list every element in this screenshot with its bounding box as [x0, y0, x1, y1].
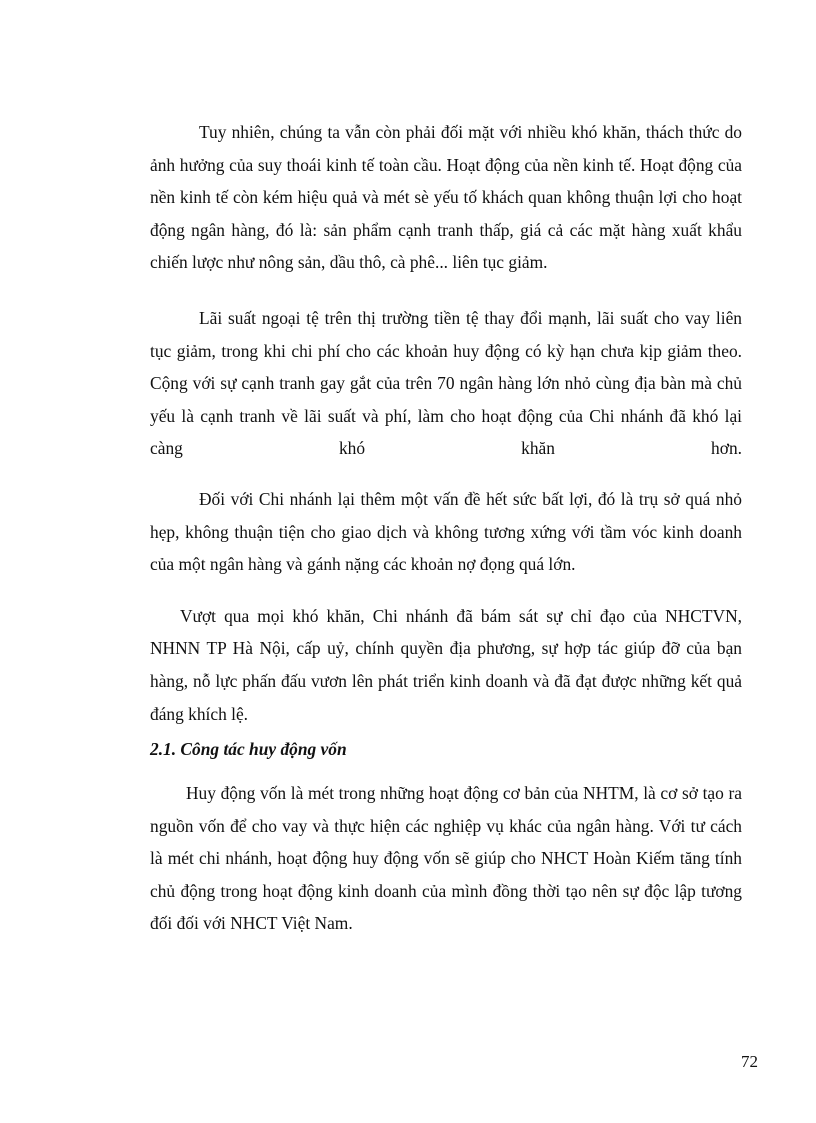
paragraph-capital-mobilization: Huy động vốn là mét trong những hoạt động cơ bản của NHTM, là cơ sở tạo ra nguồn vốn để cho vay và thực hiện các nghiệp vụ khác của ngân hàng. Với tư cách là mét chi nhánh, hoạt động huy động vốn sẽ giúp cho NHCT Hoàn Kiếm tăng tính chủ động trong hoạt động kinh doanh của mình đồng thời tạo nên sự độc lập tương đối đối với NHCT Việt Nam. [150, 783, 742, 934]
section-heading: 2.1. Công tác huy động vốn [150, 739, 347, 760]
paragraph-overcoming-difficulties: Vượt qua mọi khó khăn, Chi nhánh đã bám sát sự chỉ đạo của NHCTVN, NHNN TP Hà Nội, cấp uỷ, chính quyền địa phương, sự hợp tác giúp đỡ của bạn hàng, nỗ lực phấn đấu vươn lên phát triển kinh doanh và đã đạt được những kết quả đáng khích lệ. [150, 605, 742, 724]
paragraph-branch-headquarters: Đối với Chi nhánh lại thêm một vấn đề hết sức bất lợi, đó là trụ sở quá nhỏ hẹp, không thuận tiện cho giao dịch và không tương xứng với tầm vóc kinh doanh của một ngân hàng và gánh nặng các khoản nợ đọng quá lớn. [150, 488, 742, 575]
page-number: 72 [741, 1052, 758, 1071]
document-body [150, 116, 742, 940]
paragraph-economic-challenges: Tuy nhiên, chúng ta vẫn còn phải đối mặt với nhiều khó khăn, thách thức do ảnh hưởng của suy thoái kinh tế toàn cầu. Hoạt động của nền kinh tế. Hoạt động của nền kinh tế còn kém hiệu quả và mét sè yếu tố khách quan không thuận lợi cho hoạt động ngân hàng, đó là: sản phẩm cạnh tranh thấp, giá cả các mặt hàng xuất khẩu chiến lược như nông sản, dầu thô, cà phê... liên tục giảm. [150, 122, 742, 273]
paragraph-interest-rates: Lãi suất ngoại tệ trên thị trường tiền tệ thay đổi mạnh, lãi suất cho vay liên tục giảm, trong khi chi phí cho các khoản huy động có kỳ hạn chưa kịp giảm theo. Cộng với sự cạnh tranh gay gắt của trên 70 ngân hàng lớn nhỏ cùng địa bàn mà chủ yếu là cạnh tranh về lãi suất và phí, làm cho hoạt động của Chi nhánh đã khó lại càng khó khăn hơn. [150, 307, 742, 459]
